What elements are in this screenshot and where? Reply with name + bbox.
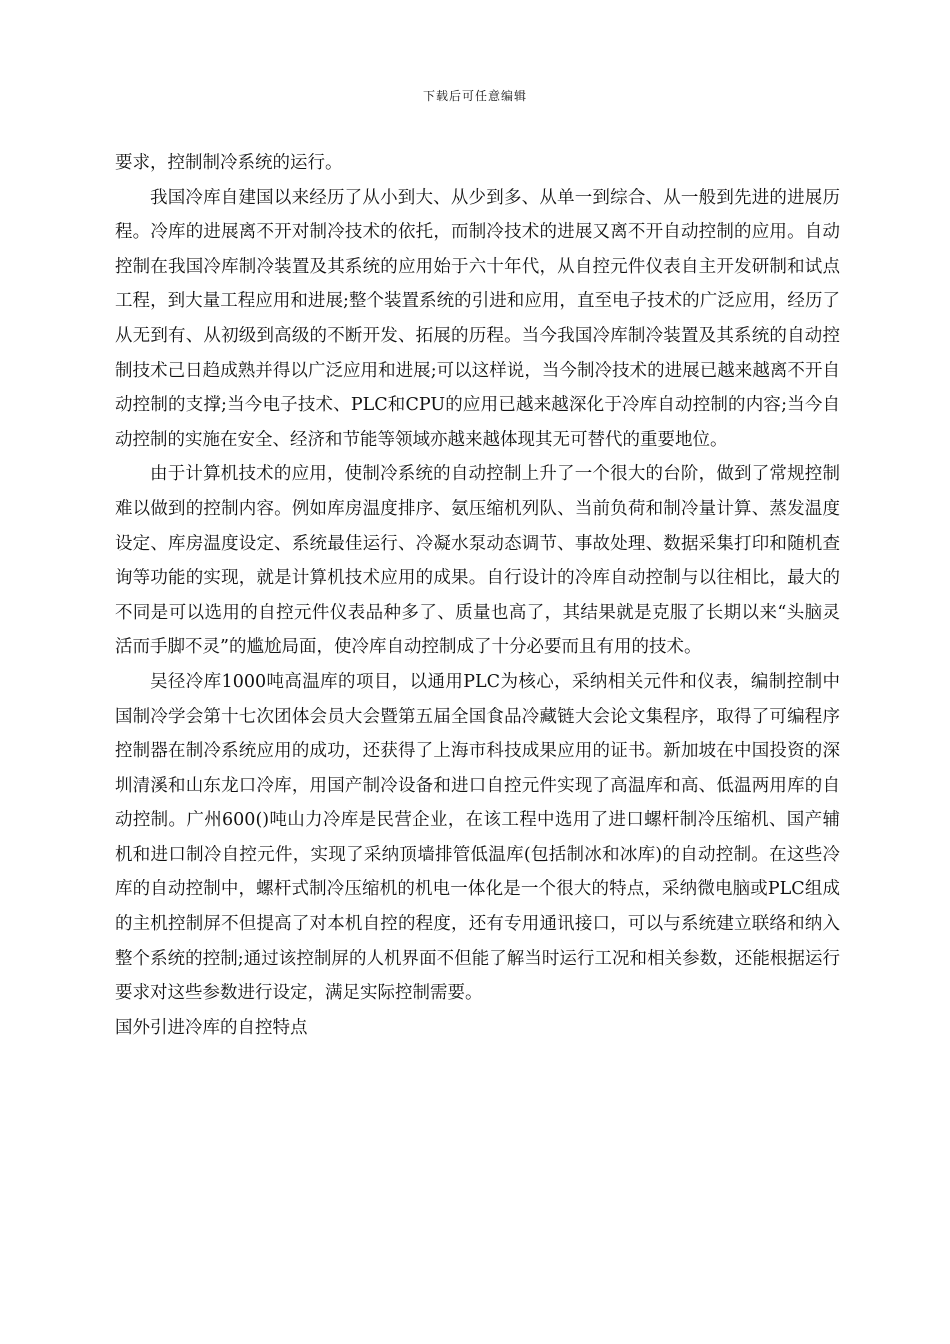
- paragraph-computer-technology: 由于计算机技术的应用，使制冷系统的自动控制上升了一个很大的台阶，做到了常规控制难以做到的控制内容。例如库房温度排序、氨压缩机列队、当前负荷和制冷量计算、蒸发温度设定、库房温度设定、系统最佳运行、冷凝水泵动态调节、事故处理、数据采集打印和随机查询等功能的实现，就是计算机技术应用的成果。自行设计的冷库自动控制与以往相比，最大的不同是可以选用的自控元件仪表品种多了、质量也高了，其结果就是克服了长期以来“头脑灵活而手脚不灵”的尴尬局面，使冷库自动控制成了十分必要而且有用的技术。: [115, 464, 840, 658]
- paragraph-continuation: 要求，控制制冷系统的运行。: [115, 153, 343, 173]
- document-body: [115, 146, 840, 1045]
- section-heading: 国外引进冷库的自控特点: [115, 1017, 308, 1038]
- paragraph-cold-storage-history: 我国冷库自建国以来经历了从小到大、从少到多、从单一到综合、从一般到先进的进展历程。冷库的进展离不开对制冷技术的依托，而制冷技术的进展又离不开自动控制的应用。自动控制在我国冷库制冷装置及其系统的应用始于六十年代，从自控元件仪表自主开发研制和试点工程，到大量工程应用和进展;整个装置系统的引进和应用，直至电子技术的广泛应用，经历了从无到有、从初级到高级的不断开发、拓展的历程。当今我国冷库制冷装置及其系统的自动控制技术己日趋成熟并得以广泛应用和进展;可以这样说，当今制冷技术的进展已越来越离不开自动控制的支撑;当今电子技术、PLC和CPU的应用已越来越深化于冷库自动控制的内容;当今自动控制的实施在安全、经济和节能等领域亦越来越体现其无可替代的重要地位。: [115, 187, 840, 450]
- paragraph-project-examples: 吴径冷库1000吨高温库的项目，以通用PLC为核心，采纳相关元件和仪表，编制控制中国制冷学会第十七次团体会员大会暨第五届全国食品冷藏链大会论文集程序，取得了可编程序控制器在制冷系统应用的成功，还获得了上海市科技成果应用的证书。新加坡在中国投资的深圳清溪和山东龙口冷库，用国产制冷设备和进口自控元件实现了高温库和高、低温两用库的自动控制。广州600()吨山力冷库是民营企业，在该工程中选用了进口螺杆制冷压缩机、国产辅机和进口制冷自控元件，实现了采纳顶墙排管低温库(包括制冰和冰库)的自动控制。在这些冷库的自动控制中，螺杆式制冷压缩机的机电一体化是一个很大的特点，采纳微电脑或PLC组成的主机控制屏不但提高了对本机自控的程度，还有专用通讯接口，可以与系统建立联络和纳入整个系统的控制;通过该控制屏的人机界面不但能了解当时运行工况和相关参数，还能根据运行要求对这些参数进行设定，满足实际控制需要。: [115, 671, 840, 1004]
- page-header: 下载后可任意编辑: [422, 89, 527, 103]
